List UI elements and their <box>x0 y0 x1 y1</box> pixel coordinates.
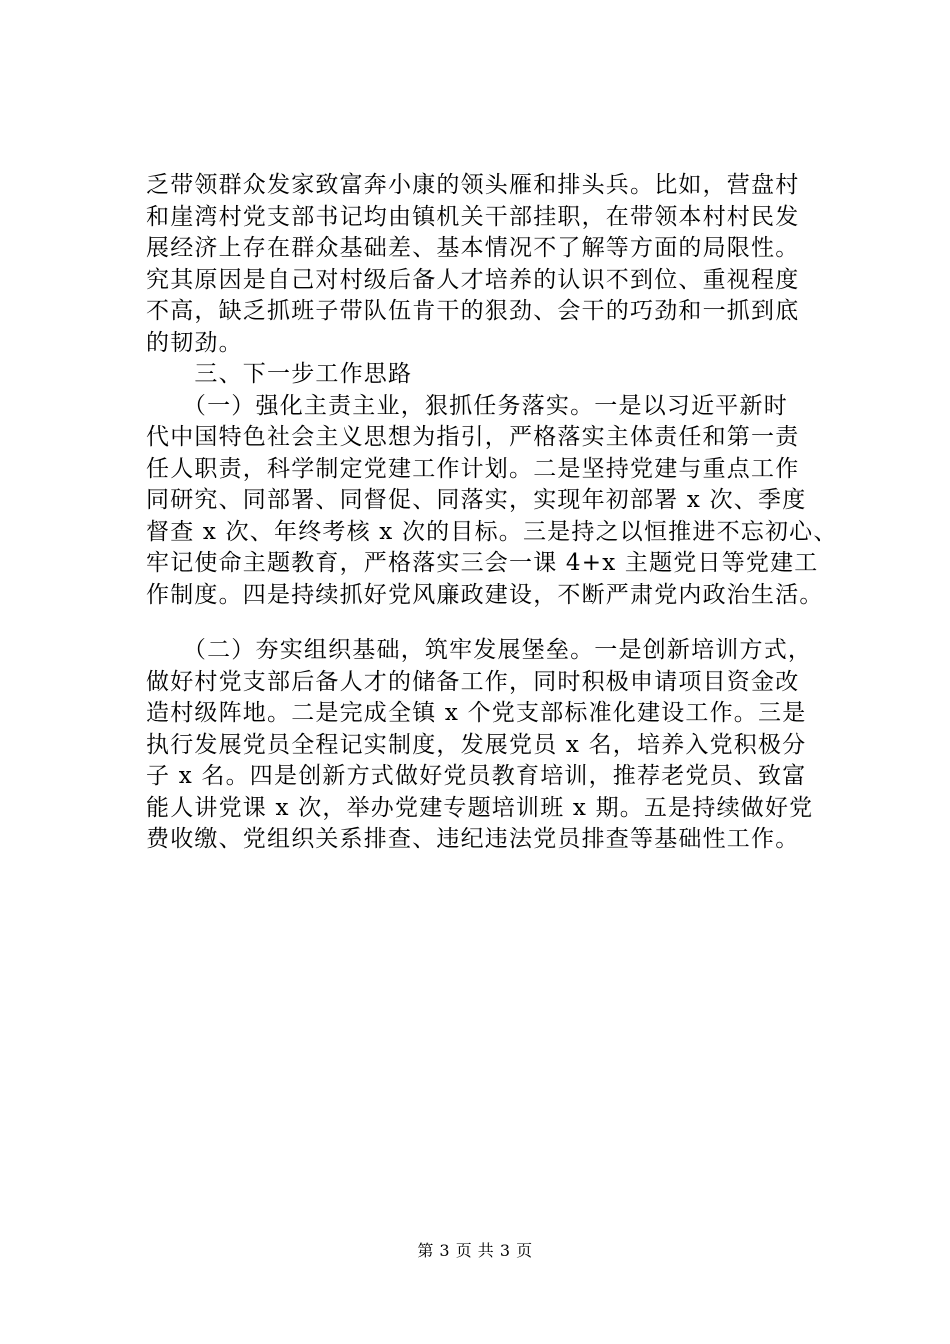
text-line: 造村级阵地。二是完成全镇 x 个党支部标准化建设工作。三是 <box>146 700 807 726</box>
page-number-label: 第 3 页 共 3 页 <box>417 1241 533 1260</box>
text-line: （一）强化主责主业，狠抓任务落实。一是以习近平新时 <box>146 392 788 419</box>
paragraph-1 <box>146 391 838 612</box>
text-line: 任人职责，科学制定党建工作计划。二是坚持党建与重点工作 <box>146 455 800 482</box>
text-line: 做好村党支部后备人才的储备工作，同时积极申请项目资金改 <box>146 668 800 695</box>
text-line: 代中国特色社会主义思想为指引，严格落实主体责任和第一责 <box>146 424 800 450</box>
text-line: 和崖湾村党支部书记均由镇机关干部挂职，在带领本村村民发 <box>146 203 800 230</box>
text-line: 不高，缺乏抓班子带队伍肯干的狠劲、会干的巧劲和一抓到底 <box>146 298 800 324</box>
text-line: 同研究、同部署、同督促、同落实，实现年初部署 x 次、季度 <box>146 487 807 513</box>
text-line: （二）夯实组织基础，筑牢发展堡垒。一是创新培训方式， <box>146 637 813 663</box>
page-footer <box>0 1241 950 1261</box>
text-line: 作制度。四是持续抓好党风廉政建设，不断严肃党内政治生活。 <box>146 581 824 608</box>
text-line: 究其原因是自己对村级后备人才培养的认识不到位、重视程度 <box>146 266 800 293</box>
text-line: 能人讲党课 x 次，举办党建专题培训班 x 期。五是持续做好党 <box>146 794 814 821</box>
text-line: 的韧劲。 <box>146 329 243 356</box>
text-line: 费收缴、党组织关系排查、违纪违法党员排查等基础性工作。 <box>146 826 800 852</box>
paragraph-continuation <box>146 170 826 359</box>
text-line: 乏带领群众发家致富奔小康的领头雁和排头兵。比如，营盘村 <box>146 172 800 198</box>
section-heading: 三、下一步工作思路 <box>146 361 413 387</box>
text-line: 子 x 名。四是创新方式做好党员教育培训，推荐老党员、致富 <box>146 763 807 789</box>
text-line: 执行发展党员全程记实制度，发展党员 x 名，培养入党积极分 <box>146 731 807 758</box>
text-line: 牢记使命主题教育，严格落实三会一课 4+x 主题党日等党建工 <box>146 550 819 576</box>
document-body <box>146 170 838 856</box>
text-line: 督查 x 次、年终考核 x 次的目标。三是持之以恒推进不忘初心、 <box>146 518 838 545</box>
text-line: 展经济上存在群众基础差、基本情况不了解等方面的局限性。 <box>146 235 800 261</box>
paragraph-spacer <box>146 611 826 635</box>
paragraph-2 <box>146 635 826 856</box>
